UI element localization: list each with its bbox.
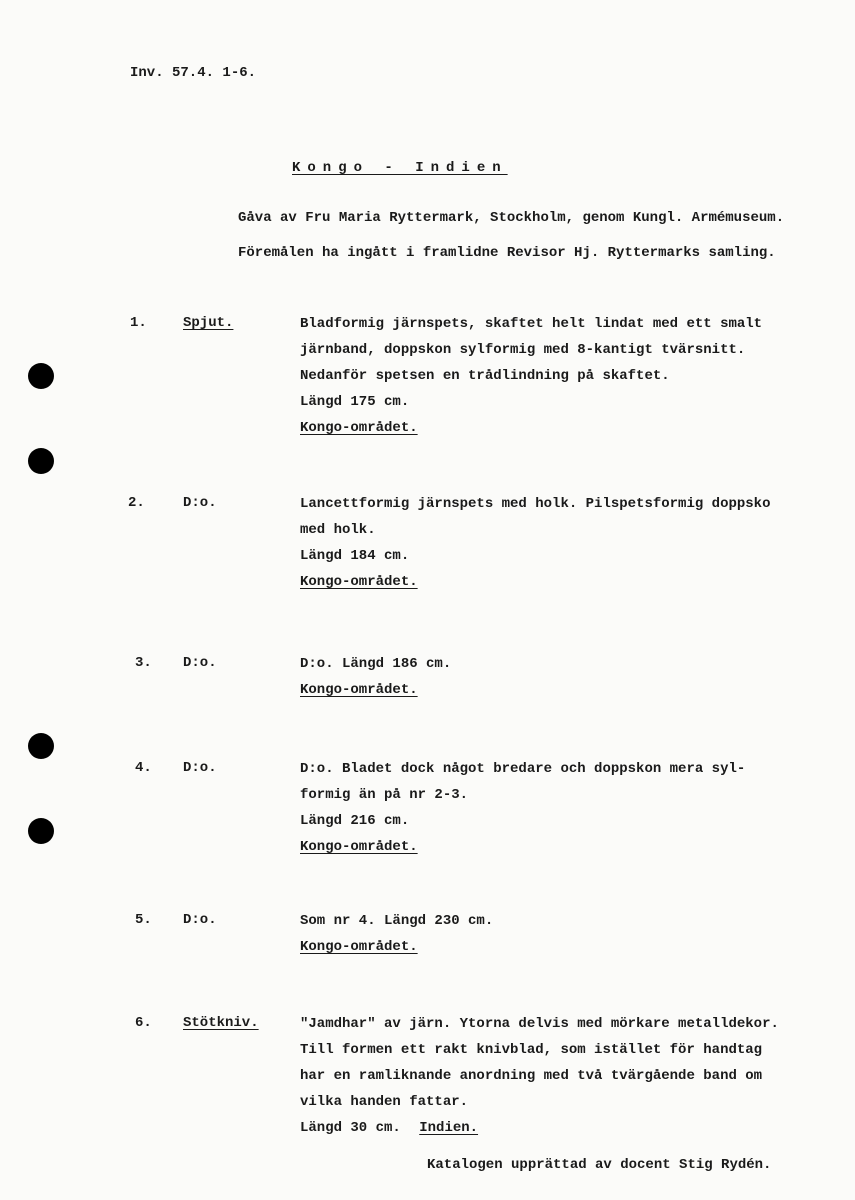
entry-number: 4. <box>135 760 152 776</box>
punch-hole <box>28 733 54 759</box>
punch-hole <box>28 363 54 389</box>
region-label: Kongo-området. <box>300 574 418 590</box>
entry-description <box>300 491 770 595</box>
description-line: Längd 175 cm. <box>300 394 410 410</box>
description-line: Som nr 4. Längd 230 cm. <box>300 913 494 929</box>
page-title: Kongo - Indien <box>292 160 508 176</box>
entry-number: 5. <box>135 912 152 928</box>
description-line: Bladformig järnspets, skaftet helt lindat med ett smalt <box>300 316 763 332</box>
description-line: Lancettformig järnspets med holk. Pilspetsformig doppsko <box>300 496 771 512</box>
gift-line: Gåva av Fru Maria Ryttermark, Stockholm, genom Kungl. Armémuseum. <box>238 210 785 226</box>
punch-hole <box>28 818 54 844</box>
entry-description <box>300 756 745 860</box>
entry-number: 1. <box>130 315 147 331</box>
description-line: "Jamdhar" av järn. Ytorna delvis med mörkare metalldekor. <box>300 1016 779 1032</box>
entry-number: 2. <box>128 495 145 511</box>
description-line: Längd 184 cm. <box>300 548 410 564</box>
entry-name: Spjut. <box>183 315 234 331</box>
entry-name: Stötkniv. <box>183 1015 259 1031</box>
region-label: Indien. <box>419 1120 479 1136</box>
description-line: D:o. Längd 186 cm. <box>300 656 452 672</box>
description-line: har en ramliknande anordning med två tvärgående band om <box>300 1068 763 1084</box>
region-label: Kongo-området. <box>300 420 418 436</box>
description-line: formig än på nr 2-3. <box>300 787 469 803</box>
region-label: Kongo-området. <box>300 839 418 855</box>
entry-description <box>300 908 493 960</box>
entry-number: 6. <box>135 1015 152 1031</box>
entry-description <box>300 651 451 703</box>
description-line: Nedanför spetsen en trådlindning på skaftet. <box>300 368 670 384</box>
description-line: med holk. <box>300 522 376 538</box>
description-line: Längd 216 cm. <box>300 813 410 829</box>
length-text: Längd 30 cm. <box>300 1120 401 1136</box>
region-label: Kongo-området. <box>300 682 418 698</box>
entry-number: 3. <box>135 655 152 671</box>
catalog-signature: Katalogen upprättad av docent Stig Rydén. <box>427 1157 772 1173</box>
entry-name: D:o. <box>183 655 217 671</box>
region-label: Kongo-området. <box>300 939 418 955</box>
entry-name: D:o. <box>183 760 217 776</box>
entry-description <box>300 311 762 441</box>
description-line: Till formen ett rakt knivblad, som istället för handtag <box>300 1042 763 1058</box>
description-line <box>300 1115 779 1141</box>
description-line: järnband, doppskon sylformig med 8-kantigt tvärsnitt. <box>300 342 746 358</box>
collection-line: Föremålen ha ingått i framlidne Revisor Hj. Ryttermarks samling. <box>238 245 776 261</box>
description-line: vilka handen fattar. <box>300 1094 469 1110</box>
entry-description <box>300 1011 779 1141</box>
description-line: D:o. Bladet dock något bredare och doppskon mera syl- <box>300 761 746 777</box>
entry-name: D:o. <box>183 495 217 511</box>
inventory-number: Inv. 57.4. 1-6. <box>130 65 257 81</box>
punch-hole <box>28 448 54 474</box>
entry-name: D:o. <box>183 912 217 928</box>
